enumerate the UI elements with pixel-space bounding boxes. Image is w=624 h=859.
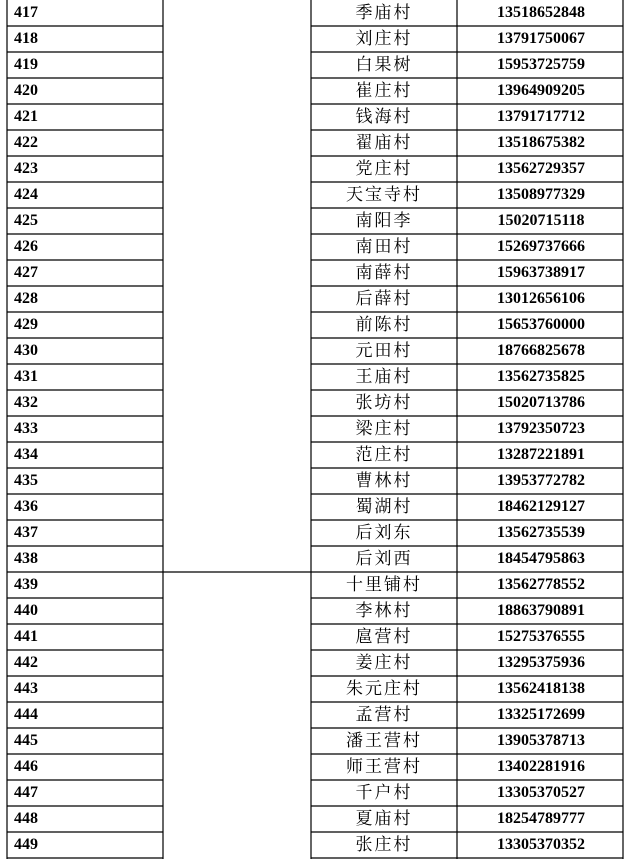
phone-number: 13305370527	[497, 784, 585, 801]
phone-number: 18863790891	[497, 602, 585, 619]
phone-number: 13518675382	[497, 134, 585, 151]
table-row	[0, 806, 624, 832]
village-name: 夏庙村	[355, 809, 413, 829]
phone-number: 13953772782	[497, 472, 585, 489]
village-name: 蜀湖村	[355, 497, 413, 517]
phone-number: 13562735539	[497, 524, 585, 541]
row-number: 425	[14, 212, 38, 229]
phone-number: 15653760000	[497, 316, 585, 333]
village-name: 朱元庄村	[346, 679, 422, 699]
village-name: 翟庙村	[355, 133, 413, 153]
table-row	[0, 494, 624, 520]
table-row	[0, 572, 624, 598]
village-name: 南薛村	[355, 263, 413, 283]
row-number: 438	[14, 550, 38, 567]
village-name: 张庄村	[355, 835, 413, 855]
table-row	[0, 234, 624, 260]
row-number: 445	[14, 732, 38, 749]
village-name: 孟营村	[355, 705, 413, 725]
row-number: 440	[14, 602, 38, 619]
phone-number: 13562735825	[497, 368, 585, 385]
row-number: 422	[14, 134, 38, 151]
phone-number: 13905378713	[497, 732, 585, 749]
row-number: 432	[14, 394, 38, 411]
row-number: 446	[14, 758, 38, 775]
row-number: 426	[14, 238, 38, 255]
table-row	[0, 286, 624, 312]
village-name: 后刘西	[355, 549, 413, 569]
table-row	[0, 130, 624, 156]
table-row	[0, 26, 624, 52]
phone-number: 18462129127	[497, 498, 585, 515]
village-name: 后刘东	[355, 523, 413, 543]
table-row	[0, 728, 624, 754]
row-number: 434	[14, 446, 38, 463]
row-number: 448	[14, 810, 38, 827]
row-number: 444	[14, 706, 38, 723]
phone-number: 13012656106	[497, 290, 585, 307]
table-row	[0, 442, 624, 468]
row-number: 424	[14, 186, 38, 203]
table-row	[0, 0, 624, 26]
phone-number: 13791717712	[497, 108, 585, 125]
phone-number: 13792350723	[497, 420, 585, 437]
village-name: 元田村	[355, 341, 413, 361]
table-row	[0, 52, 624, 78]
village-name: 刘庄村	[355, 29, 413, 49]
phone-number: 15963738917	[497, 264, 585, 281]
table-row	[0, 598, 624, 624]
row-number: 429	[14, 316, 38, 333]
phone-number: 15275376555	[497, 628, 585, 645]
table-row	[0, 520, 624, 546]
phone-number: 13562778552	[497, 576, 585, 593]
village-name: 范庄村	[355, 445, 413, 465]
phone-number: 15020715118	[497, 212, 585, 229]
table-row	[0, 416, 624, 442]
table-row	[0, 546, 624, 572]
phone-number: 13295375936	[497, 654, 585, 671]
row-number: 441	[14, 628, 38, 645]
row-number: 449	[14, 836, 38, 853]
row-number: 430	[14, 342, 38, 359]
row-number: 447	[14, 784, 38, 801]
row-number: 423	[14, 160, 38, 177]
table-row	[0, 364, 624, 390]
phone-number: 15020713786	[497, 394, 585, 411]
table-row	[0, 156, 624, 182]
table-row	[0, 312, 624, 338]
phone-number: 18454795863	[497, 550, 585, 567]
village-name: 师王营村	[346, 757, 422, 777]
phone-number: 13791750067	[497, 30, 585, 47]
village-name: 姜庄村	[355, 653, 413, 673]
row-number: 436	[14, 498, 38, 515]
phone-number: 15953725759	[497, 56, 585, 73]
row-number: 427	[14, 264, 38, 281]
phone-number: 13562418138	[497, 680, 585, 697]
table-row	[0, 468, 624, 494]
village-name: 千户村	[355, 783, 413, 803]
row-number: 428	[14, 290, 38, 307]
row-number: 419	[14, 56, 38, 73]
village-name: 钱海村	[355, 107, 413, 127]
table-row	[0, 104, 624, 130]
row-number: 421	[14, 108, 38, 125]
row-number: 437	[14, 524, 38, 541]
row-number: 435	[14, 472, 38, 489]
row-number: 431	[14, 368, 38, 385]
village-name: 潘王营村	[346, 731, 422, 751]
table-row	[0, 780, 624, 806]
village-name: 张坊村	[355, 393, 413, 413]
village-name: 前陈村	[355, 315, 413, 335]
village-name: 李林村	[355, 601, 413, 621]
phone-number: 13305370352	[497, 836, 585, 853]
village-name: 后薛村	[355, 289, 413, 309]
village-name: 十里铺村	[346, 575, 422, 595]
phone-number: 13508977329	[497, 186, 585, 203]
phone-number: 18254789777	[497, 810, 585, 827]
village-name: 曹林村	[355, 471, 413, 491]
phone-number: 13518652848	[497, 4, 585, 21]
row-number: 443	[14, 680, 38, 697]
phone-number: 13964909205	[497, 82, 585, 99]
row-number: 420	[14, 82, 38, 99]
phone-number: 13562729357	[497, 160, 585, 177]
table-row	[0, 702, 624, 728]
row-number: 418	[14, 30, 38, 47]
table-row	[0, 182, 624, 208]
table-row	[0, 754, 624, 780]
row-number: 442	[14, 654, 38, 671]
village-name: 梁庄村	[355, 419, 413, 439]
row-number: 417	[14, 4, 38, 21]
village-name: 南阳李	[355, 211, 413, 231]
village-name: 扈营村	[355, 627, 413, 647]
phone-number: 13325172699	[497, 706, 585, 723]
row-number: 439	[14, 576, 38, 593]
table-row	[0, 338, 624, 364]
row-number: 433	[14, 420, 38, 437]
table-row	[0, 78, 624, 104]
village-name: 白果树	[355, 55, 413, 75]
village-name: 崔庄村	[355, 81, 413, 101]
village-name: 南田村	[355, 237, 413, 257]
table-row	[0, 650, 624, 676]
table-row	[0, 208, 624, 234]
table-row	[0, 260, 624, 286]
village-name: 党庄村	[355, 159, 413, 179]
phone-number: 18766825678	[497, 342, 585, 359]
phone-number: 13402281916	[497, 758, 585, 775]
village-name: 天宝寺村	[346, 185, 422, 205]
village-name: 季庙村	[355, 3, 413, 23]
phone-number: 15269737666	[497, 238, 585, 255]
village-name: 王庙村	[355, 367, 413, 387]
table-row	[0, 676, 624, 702]
phone-number: 13287221891	[497, 446, 585, 463]
table-row	[0, 624, 624, 650]
table-row	[0, 832, 624, 858]
table-row	[0, 390, 624, 416]
